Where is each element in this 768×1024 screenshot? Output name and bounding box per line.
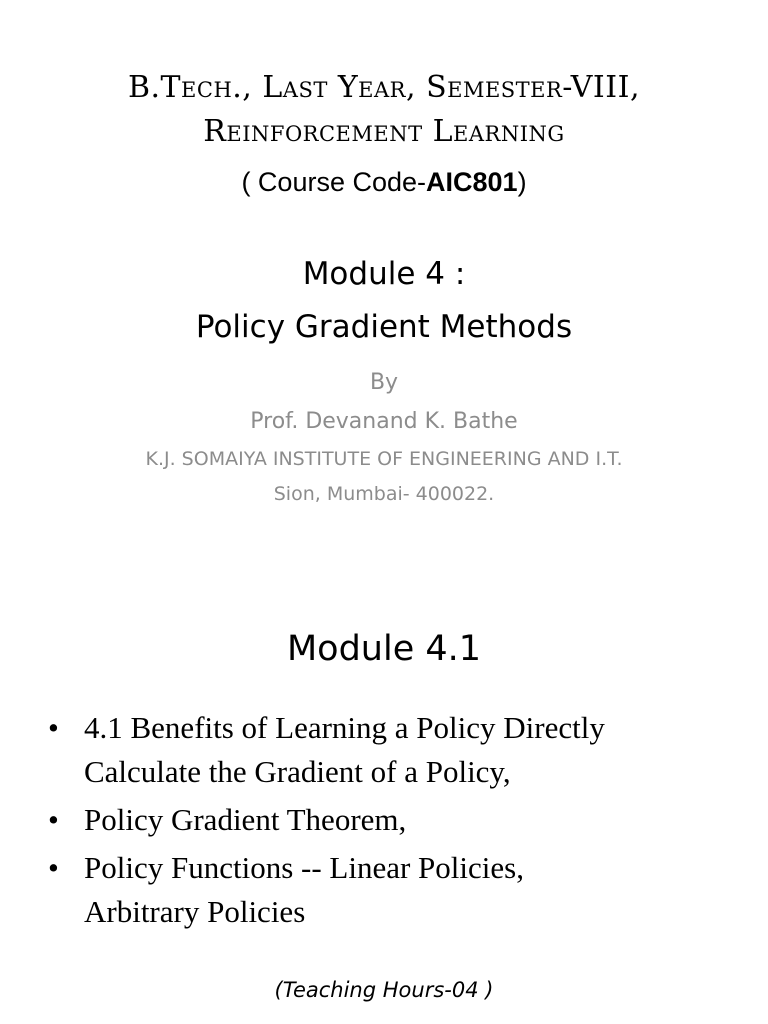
bullet-icon: • [48, 850, 59, 885]
module-title: Policy Gradient Methods [195, 309, 573, 345]
list-item [48, 706, 728, 794]
topic-line: Policy Gradient Theorem, [84, 802, 407, 837]
course-title-line-1: B.Tech., Last Year, Semester-VIII, [127, 70, 641, 105]
list-item [48, 798, 728, 842]
course-title-line-2: Reinforcement Learning [203, 114, 565, 149]
course-code-suffix: ) [517, 167, 527, 197]
topic-line: Policy Functions -- Linear Policies, [84, 850, 524, 885]
topic-line: 4.1 Benefits of Learning a Policy Directly [84, 710, 605, 745]
module-number: Module 4 : [302, 256, 466, 292]
course-code: AIC801 [426, 167, 518, 197]
institute-name: K.J. SOMAIYA INSTITUTE OF ENGINEERING AND I.T. [145, 448, 623, 470]
list-item [48, 846, 728, 934]
course-title [0, 66, 768, 154]
by-label: By [369, 370, 399, 395]
author-name: Prof. Devanand K. Bathe [250, 409, 518, 434]
course-code-line [0, 166, 768, 198]
author-block [0, 364, 768, 512]
topic-line: Calculate the Gradient of a Policy, [84, 754, 511, 789]
course-code-prefix: ( Course Code- [241, 167, 427, 197]
topic-line: Arbitrary Policies [84, 894, 306, 929]
institute-location: Sion, Mumbai- 400022. [273, 483, 495, 505]
teaching-hours: (Teaching Hours-04 ) [274, 978, 494, 1002]
module-heading [0, 248, 768, 354]
section-title: Module 4.1 [286, 629, 482, 669]
topic-list [48, 706, 728, 938]
bullet-icon: • [48, 710, 59, 745]
bullet-icon: • [48, 802, 59, 837]
